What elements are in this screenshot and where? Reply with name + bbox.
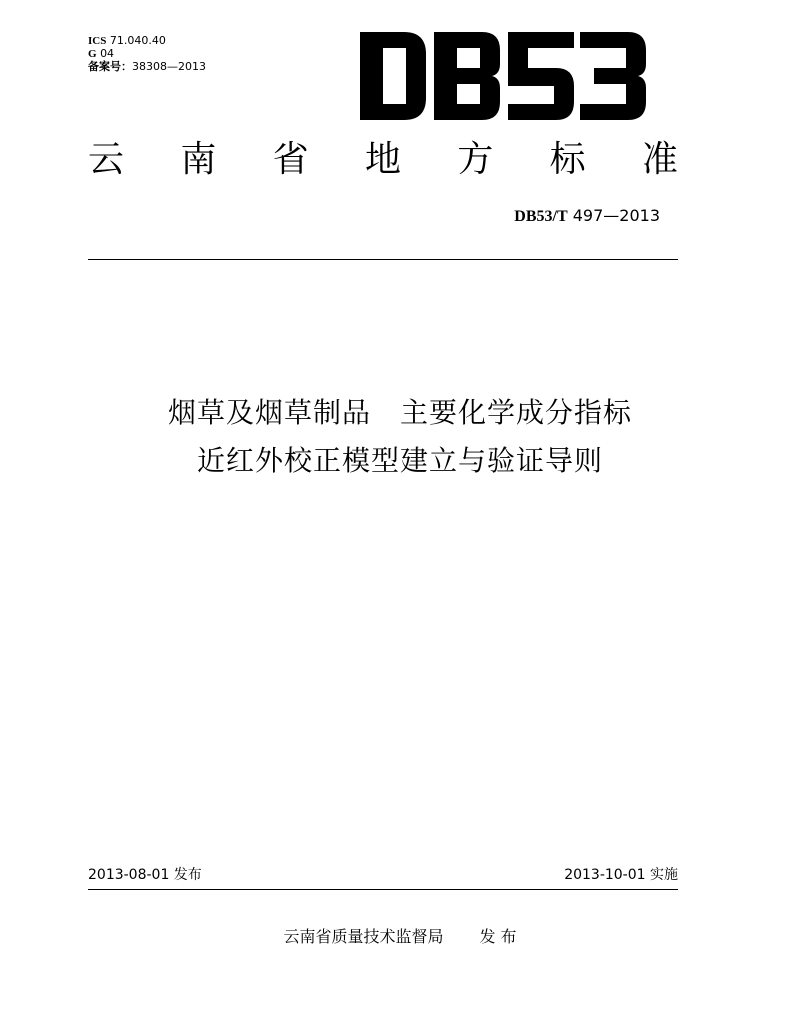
ics-value: 71.040.40: [109, 34, 166, 47]
standard-type-title: [88, 138, 678, 182]
standard-number-prefix: DB53/T: [514, 208, 568, 225]
publish-date: 2013-08-01 发布: [88, 867, 202, 883]
title-char: 省: [272, 139, 309, 180]
standard-number: [514, 206, 660, 227]
record-label: 备案号：: [88, 61, 132, 73]
publisher-action: 发 布: [479, 927, 517, 946]
record-number: [88, 60, 206, 74]
db53-logo: [358, 30, 648, 122]
document-title-line-1: 烟草及烟草制品 主要化学成分指标: [167, 396, 632, 429]
g-code: [88, 47, 114, 61]
g-value: 04: [100, 47, 115, 60]
ics-code: [88, 34, 166, 48]
publisher-name: 云南省质量技术监督局: [283, 927, 444, 946]
document-title-line-2: 近红外校正模型建立与验证导则: [196, 444, 603, 477]
g-label: G: [88, 48, 97, 60]
title-char: 准: [641, 139, 678, 180]
bottom-divider: [88, 889, 678, 890]
title-char: 云: [88, 139, 125, 180]
publisher-line: [0, 926, 800, 948]
title-char: 标: [549, 139, 586, 180]
record-value: 38308—2013: [132, 60, 206, 73]
title-char: 地: [364, 139, 401, 180]
top-divider: [88, 259, 678, 260]
effective-date: 2013-10-01 实施: [564, 867, 678, 883]
title-char: 南: [180, 139, 217, 180]
ics-label: ICS: [88, 35, 107, 47]
title-char: 方: [457, 139, 494, 180]
standard-number-value: 497—2013: [572, 206, 660, 225]
